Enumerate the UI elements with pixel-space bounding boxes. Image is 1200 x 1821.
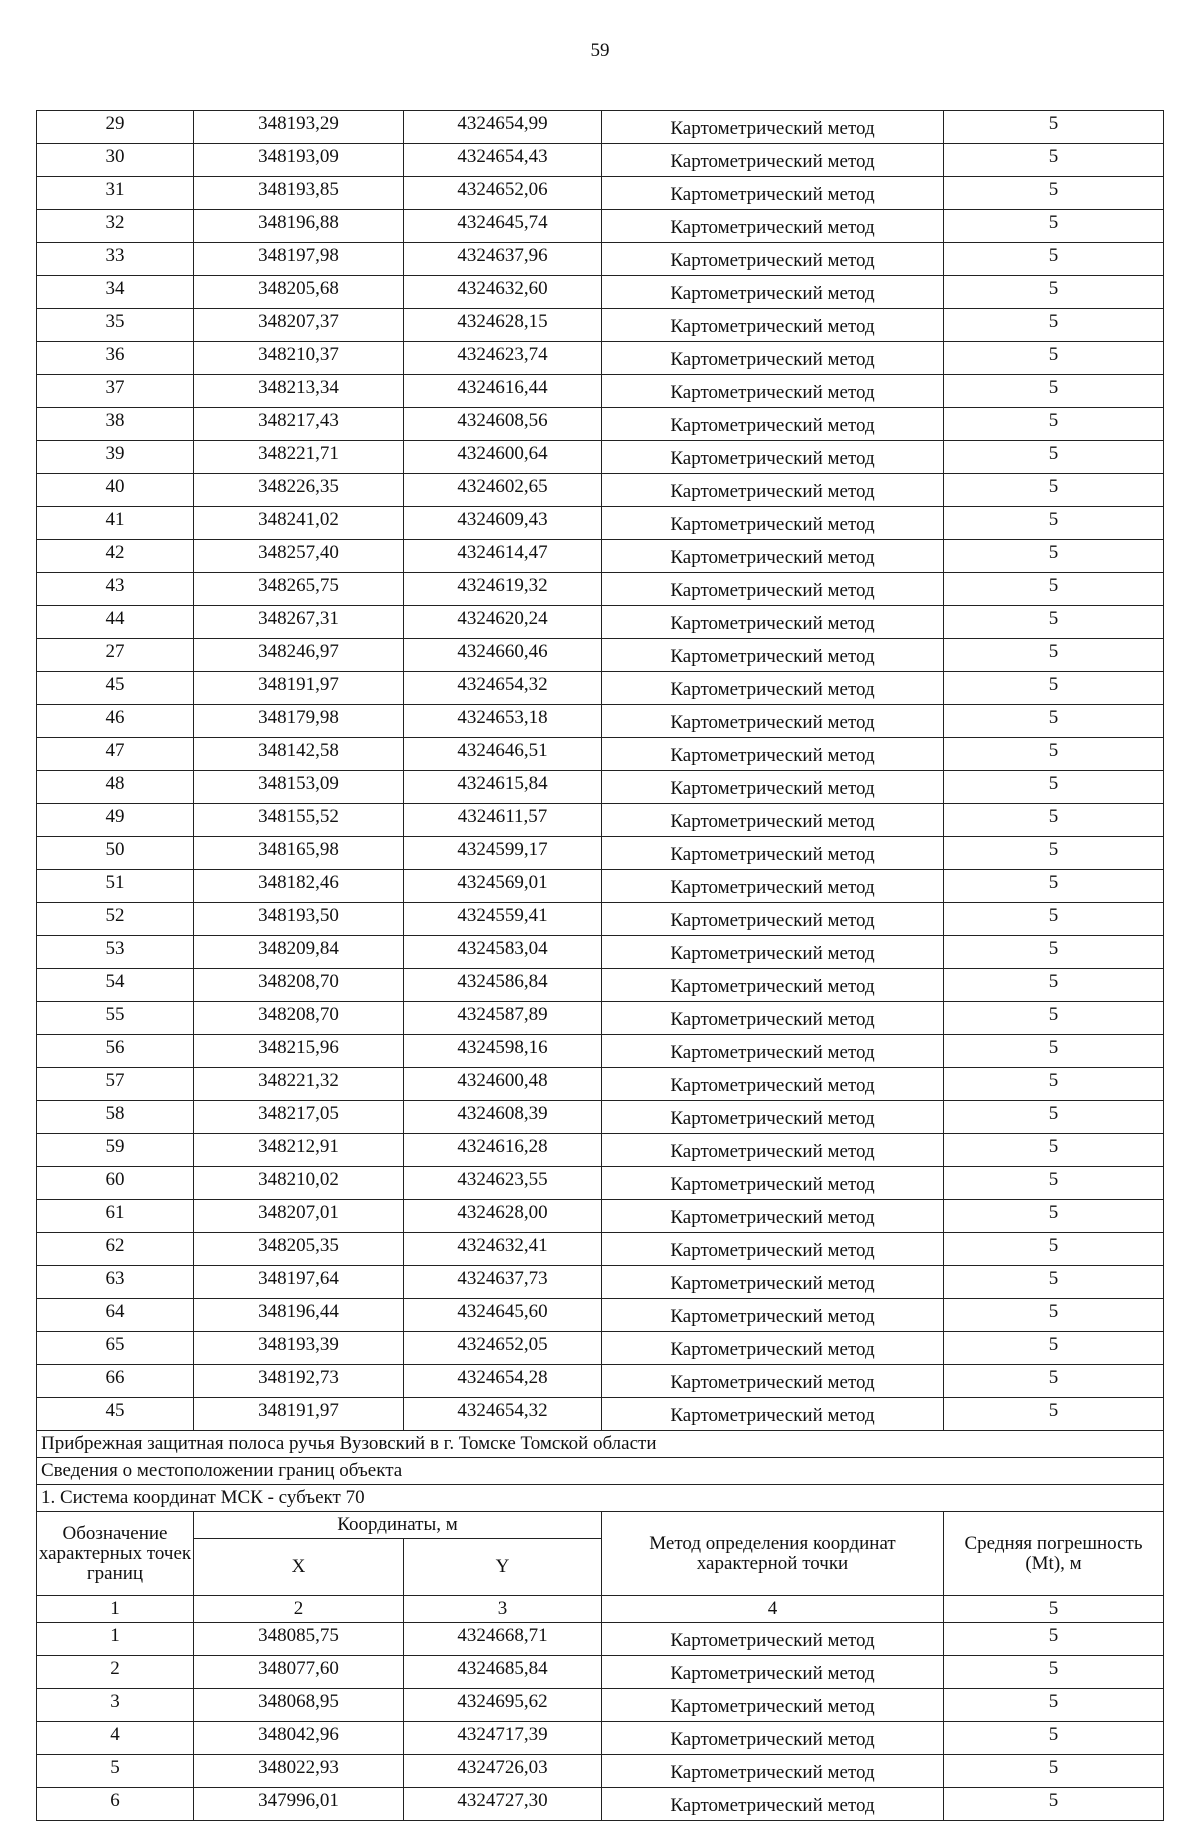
y-coordinate-cell: 4324654,32 bbox=[404, 672, 602, 705]
error-cell: 5 bbox=[944, 1101, 1164, 1134]
point-id-cell: 54 bbox=[37, 969, 194, 1002]
x-coordinate-cell: 348042,96 bbox=[194, 1722, 404, 1755]
y-coordinate-cell: 4324609,43 bbox=[404, 507, 602, 540]
section-subtitle: Сведения о местоположении границ объекта bbox=[37, 1458, 1164, 1485]
error-cell: 5 bbox=[944, 1233, 1164, 1266]
error-cell: 5 bbox=[944, 210, 1164, 243]
x-coordinate-cell: 348226,35 bbox=[194, 474, 404, 507]
error-cell: 5 bbox=[944, 804, 1164, 837]
error-cell: 5 bbox=[944, 1167, 1164, 1200]
table-row bbox=[37, 1101, 1164, 1134]
table-row bbox=[37, 870, 1164, 903]
x-coordinate-cell: 348155,52 bbox=[194, 804, 404, 837]
error-cell: 5 bbox=[944, 705, 1164, 738]
y-coordinate-cell: 4324623,55 bbox=[404, 1167, 602, 1200]
method-cell: Картометрический метод bbox=[602, 1134, 944, 1167]
x-coordinate-cell: 348068,95 bbox=[194, 1689, 404, 1722]
page-number: 59 bbox=[590, 40, 610, 61]
table-row bbox=[37, 969, 1164, 1002]
method-cell: Картометрический метод bbox=[602, 144, 944, 177]
point-id-cell: 41 bbox=[37, 507, 194, 540]
table-row bbox=[37, 1332, 1164, 1365]
error-cell: 5 bbox=[944, 474, 1164, 507]
x-coordinate-cell: 348196,44 bbox=[194, 1299, 404, 1332]
point-id-cell: 60 bbox=[37, 1167, 194, 1200]
y-coordinate-cell: 4324602,65 bbox=[404, 474, 602, 507]
method-cell: Картометрический метод bbox=[602, 342, 944, 375]
x-coordinate-cell: 348207,01 bbox=[194, 1200, 404, 1233]
method-cell: Картометрический метод bbox=[602, 243, 944, 276]
table-row bbox=[37, 408, 1164, 441]
x-coordinate-cell: 348221,32 bbox=[194, 1068, 404, 1101]
method-cell: Картометрический метод bbox=[602, 837, 944, 870]
x-coordinate-cell: 348193,50 bbox=[194, 903, 404, 936]
error-cell: 5 bbox=[944, 540, 1164, 573]
method-cell: Картометрический метод bbox=[602, 1398, 944, 1431]
x-coordinate-cell: 348077,60 bbox=[194, 1656, 404, 1689]
method-cell: Картометрический метод bbox=[602, 210, 944, 243]
table-row bbox=[37, 606, 1164, 639]
error-cell: 5 bbox=[944, 1134, 1164, 1167]
table-row bbox=[37, 243, 1164, 276]
point-id-cell: 55 bbox=[37, 1002, 194, 1035]
y-coordinate-cell: 4324628,15 bbox=[404, 309, 602, 342]
y-coordinate-cell: 4324586,84 bbox=[404, 969, 602, 1002]
point-id-cell: 47 bbox=[37, 738, 194, 771]
method-cell: Картометрический метод bbox=[602, 1689, 944, 1722]
y-coordinate-cell: 4324685,84 bbox=[404, 1656, 602, 1689]
table-row bbox=[37, 936, 1164, 969]
header-y: Y bbox=[404, 1539, 602, 1596]
x-coordinate-cell: 348208,70 bbox=[194, 969, 404, 1002]
point-id-cell: 65 bbox=[37, 1332, 194, 1365]
point-id-cell: 38 bbox=[37, 408, 194, 441]
method-cell: Картометрический метод bbox=[602, 1266, 944, 1299]
point-id-cell: 39 bbox=[37, 441, 194, 474]
error-cell: 5 bbox=[944, 1623, 1164, 1656]
y-coordinate-cell: 4324616,44 bbox=[404, 375, 602, 408]
y-coordinate-cell: 4324717,39 bbox=[404, 1722, 602, 1755]
x-coordinate-cell: 348212,91 bbox=[194, 1134, 404, 1167]
table-row bbox=[37, 342, 1164, 375]
point-id-cell: 43 bbox=[37, 573, 194, 606]
point-id-cell: 66 bbox=[37, 1365, 194, 1398]
y-coordinate-cell: 4324600,64 bbox=[404, 441, 602, 474]
y-coordinate-cell: 4324654,99 bbox=[404, 111, 602, 144]
error-cell: 5 bbox=[944, 1266, 1164, 1299]
y-coordinate-cell: 4324599,17 bbox=[404, 837, 602, 870]
y-coordinate-cell: 4324569,01 bbox=[404, 870, 602, 903]
table-row bbox=[37, 672, 1164, 705]
error-cell: 5 bbox=[944, 936, 1164, 969]
method-cell: Картометрический метод bbox=[602, 771, 944, 804]
x-coordinate-cell: 348191,97 bbox=[194, 672, 404, 705]
error-cell: 5 bbox=[944, 111, 1164, 144]
coordinate-system: 1. Система координат МСК - субъект 70 bbox=[37, 1485, 1164, 1512]
method-cell: Картометрический метод bbox=[602, 408, 944, 441]
error-cell: 5 bbox=[944, 441, 1164, 474]
method-cell: Картометрический метод bbox=[602, 639, 944, 672]
y-coordinate-cell: 4324660,46 bbox=[404, 639, 602, 672]
section-title: Прибрежная защитная полоса ручья Вузовский в г. Томске Томской области bbox=[37, 1431, 1164, 1458]
header-col-number: 2 bbox=[194, 1596, 404, 1623]
method-cell: Картометрический метод bbox=[602, 1722, 944, 1755]
method-cell: Картометрический метод bbox=[602, 1233, 944, 1266]
table-row bbox=[37, 771, 1164, 804]
table-row bbox=[37, 837, 1164, 870]
y-coordinate-cell: 4324559,41 bbox=[404, 903, 602, 936]
y-coordinate-cell: 4324611,57 bbox=[404, 804, 602, 837]
y-coordinate-cell: 4324653,18 bbox=[404, 705, 602, 738]
error-cell: 5 bbox=[944, 969, 1164, 1002]
y-coordinate-cell: 4324645,74 bbox=[404, 210, 602, 243]
method-cell: Картометрический метод bbox=[602, 1623, 944, 1656]
header-method: Метод определения координат характерной точки bbox=[602, 1512, 944, 1596]
method-cell: Картометрический метод bbox=[602, 1002, 944, 1035]
header-col-number: 1 bbox=[37, 1596, 194, 1623]
point-id-cell: 61 bbox=[37, 1200, 194, 1233]
header-point-designation: Обозначение характерных точек границ bbox=[37, 1512, 194, 1596]
table-row bbox=[37, 540, 1164, 573]
y-coordinate-cell: 4324623,74 bbox=[404, 342, 602, 375]
x-coordinate-cell: 347996,01 bbox=[194, 1788, 404, 1821]
method-cell: Картометрический метод bbox=[602, 705, 944, 738]
point-id-cell: 45 bbox=[37, 672, 194, 705]
x-coordinate-cell: 348197,64 bbox=[194, 1266, 404, 1299]
error-cell: 5 bbox=[944, 1755, 1164, 1788]
table-row bbox=[37, 1167, 1164, 1200]
error-cell: 5 bbox=[944, 507, 1164, 540]
section-header bbox=[37, 1431, 1164, 1623]
method-cell: Картометрический метод bbox=[602, 309, 944, 342]
x-coordinate-cell: 348221,71 bbox=[194, 441, 404, 474]
method-cell: Картометрический метод bbox=[602, 375, 944, 408]
table-row bbox=[37, 1266, 1164, 1299]
y-coordinate-cell: 4324695,62 bbox=[404, 1689, 602, 1722]
header-coordinates: Координаты, м bbox=[194, 1512, 602, 1539]
error-cell: 5 bbox=[944, 1689, 1164, 1722]
point-id-cell: 52 bbox=[37, 903, 194, 936]
table-row bbox=[37, 705, 1164, 738]
error-cell: 5 bbox=[944, 837, 1164, 870]
y-coordinate-cell: 4324614,47 bbox=[404, 540, 602, 573]
table2-body bbox=[37, 1623, 1164, 1821]
table-row bbox=[37, 177, 1164, 210]
error-cell: 5 bbox=[944, 1200, 1164, 1233]
error-cell: 5 bbox=[944, 243, 1164, 276]
table-row bbox=[37, 639, 1164, 672]
y-coordinate-cell: 4324632,60 bbox=[404, 276, 602, 309]
x-coordinate-cell: 348267,31 bbox=[194, 606, 404, 639]
error-cell: 5 bbox=[944, 1656, 1164, 1689]
point-id-cell: 57 bbox=[37, 1068, 194, 1101]
x-coordinate-cell: 348182,46 bbox=[194, 870, 404, 903]
point-id-cell: 53 bbox=[37, 936, 194, 969]
error-cell: 5 bbox=[944, 1398, 1164, 1431]
method-cell: Картометрический метод bbox=[602, 903, 944, 936]
method-cell: Картометрический метод bbox=[602, 441, 944, 474]
x-coordinate-cell: 348265,75 bbox=[194, 573, 404, 606]
point-id-cell: 46 bbox=[37, 705, 194, 738]
table-row bbox=[37, 1233, 1164, 1266]
method-cell: Картометрический метод bbox=[602, 1101, 944, 1134]
method-cell: Картометрический метод bbox=[602, 606, 944, 639]
x-coordinate-cell: 348215,96 bbox=[194, 1035, 404, 1068]
point-id-cell: 44 bbox=[37, 606, 194, 639]
x-coordinate-cell: 348205,68 bbox=[194, 276, 404, 309]
x-coordinate-cell: 348193,39 bbox=[194, 1332, 404, 1365]
y-coordinate-cell: 4324600,48 bbox=[404, 1068, 602, 1101]
error-cell: 5 bbox=[944, 903, 1164, 936]
error-cell: 5 bbox=[944, 606, 1164, 639]
method-cell: Картометрический метод bbox=[602, 672, 944, 705]
error-cell: 5 bbox=[944, 408, 1164, 441]
x-coordinate-cell: 348241,02 bbox=[194, 507, 404, 540]
x-coordinate-cell: 348209,84 bbox=[194, 936, 404, 969]
y-coordinate-cell: 4324608,56 bbox=[404, 408, 602, 441]
method-cell: Картометрический метод bbox=[602, 1365, 944, 1398]
error-cell: 5 bbox=[944, 144, 1164, 177]
method-cell: Картометрический метод bbox=[602, 1035, 944, 1068]
error-cell: 5 bbox=[944, 1002, 1164, 1035]
header-col-number: 5 bbox=[944, 1596, 1164, 1623]
point-id-cell: 32 bbox=[37, 210, 194, 243]
x-coordinate-cell: 348217,43 bbox=[194, 408, 404, 441]
error-cell: 5 bbox=[944, 1035, 1164, 1068]
point-id-cell: 49 bbox=[37, 804, 194, 837]
y-coordinate-cell: 4324654,28 bbox=[404, 1365, 602, 1398]
x-coordinate-cell: 348191,97 bbox=[194, 1398, 404, 1431]
point-id-cell: 5 bbox=[37, 1755, 194, 1788]
point-id-cell: 2 bbox=[37, 1656, 194, 1689]
x-coordinate-cell: 348257,40 bbox=[194, 540, 404, 573]
coordinates-table bbox=[36, 110, 1164, 1821]
x-coordinate-cell: 348196,88 bbox=[194, 210, 404, 243]
method-cell: Картометрический метод bbox=[602, 936, 944, 969]
table-row bbox=[37, 309, 1164, 342]
y-coordinate-cell: 4324652,06 bbox=[404, 177, 602, 210]
x-coordinate-cell: 348217,05 bbox=[194, 1101, 404, 1134]
error-cell: 5 bbox=[944, 870, 1164, 903]
method-cell: Картометрический метод bbox=[602, 573, 944, 606]
method-cell: Картометрический метод bbox=[602, 1332, 944, 1365]
point-id-cell: 36 bbox=[37, 342, 194, 375]
table-row bbox=[37, 1002, 1164, 1035]
method-cell: Картометрический метод bbox=[602, 969, 944, 1002]
method-cell: Картометрический метод bbox=[602, 804, 944, 837]
table-row bbox=[37, 375, 1164, 408]
x-coordinate-cell: 348193,85 bbox=[194, 177, 404, 210]
point-id-cell: 50 bbox=[37, 837, 194, 870]
x-coordinate-cell: 348246,97 bbox=[194, 639, 404, 672]
table-row bbox=[37, 1365, 1164, 1398]
point-id-cell: 42 bbox=[37, 540, 194, 573]
x-coordinate-cell: 348179,98 bbox=[194, 705, 404, 738]
y-coordinate-cell: 4324727,30 bbox=[404, 1788, 602, 1821]
x-coordinate-cell: 348165,98 bbox=[194, 837, 404, 870]
method-cell: Картометрический метод bbox=[602, 111, 944, 144]
table-row bbox=[37, 1722, 1164, 1755]
table-row bbox=[37, 1134, 1164, 1167]
point-id-cell: 35 bbox=[37, 309, 194, 342]
method-cell: Картометрический метод bbox=[602, 870, 944, 903]
x-coordinate-cell: 348022,93 bbox=[194, 1755, 404, 1788]
y-coordinate-cell: 4324620,24 bbox=[404, 606, 602, 639]
point-id-cell: 62 bbox=[37, 1233, 194, 1266]
point-id-cell: 1 bbox=[37, 1623, 194, 1656]
table-row bbox=[37, 1656, 1164, 1689]
y-coordinate-cell: 4324598,16 bbox=[404, 1035, 602, 1068]
method-cell: Картометрический метод bbox=[602, 1167, 944, 1200]
table-row bbox=[37, 738, 1164, 771]
error-cell: 5 bbox=[944, 177, 1164, 210]
point-id-cell: 48 bbox=[37, 771, 194, 804]
y-coordinate-cell: 4324652,05 bbox=[404, 1332, 602, 1365]
point-id-cell: 3 bbox=[37, 1689, 194, 1722]
point-id-cell: 63 bbox=[37, 1266, 194, 1299]
method-cell: Картометрический метод bbox=[602, 1200, 944, 1233]
point-id-cell: 56 bbox=[37, 1035, 194, 1068]
y-coordinate-cell: 4324654,43 bbox=[404, 144, 602, 177]
method-cell: Картометрический метод bbox=[602, 1656, 944, 1689]
error-cell: 5 bbox=[944, 738, 1164, 771]
point-id-cell: 40 bbox=[37, 474, 194, 507]
point-id-cell: 59 bbox=[37, 1134, 194, 1167]
y-coordinate-cell: 4324654,32 bbox=[404, 1398, 602, 1431]
table-row bbox=[37, 1788, 1164, 1821]
point-id-cell: 58 bbox=[37, 1101, 194, 1134]
table-row bbox=[37, 507, 1164, 540]
method-cell: Картометрический метод bbox=[602, 1755, 944, 1788]
y-coordinate-cell: 4324637,96 bbox=[404, 243, 602, 276]
point-id-cell: 51 bbox=[37, 870, 194, 903]
y-coordinate-cell: 4324646,51 bbox=[404, 738, 602, 771]
x-coordinate-cell: 348193,29 bbox=[194, 111, 404, 144]
header-x: X bbox=[194, 1539, 404, 1596]
y-coordinate-cell: 4324583,04 bbox=[404, 936, 602, 969]
table-row bbox=[37, 441, 1164, 474]
y-coordinate-cell: 4324726,03 bbox=[404, 1755, 602, 1788]
error-cell: 5 bbox=[944, 1068, 1164, 1101]
method-cell: Картометрический метод bbox=[602, 1299, 944, 1332]
point-id-cell: 31 bbox=[37, 177, 194, 210]
point-id-cell: 33 bbox=[37, 243, 194, 276]
method-cell: Картометрический метод bbox=[602, 507, 944, 540]
point-id-cell: 64 bbox=[37, 1299, 194, 1332]
point-id-cell: 4 bbox=[37, 1722, 194, 1755]
table-row bbox=[37, 111, 1164, 144]
error-cell: 5 bbox=[944, 672, 1164, 705]
table-row bbox=[37, 276, 1164, 309]
x-coordinate-cell: 348208,70 bbox=[194, 1002, 404, 1035]
error-cell: 5 bbox=[944, 375, 1164, 408]
table-row bbox=[37, 144, 1164, 177]
error-cell: 5 bbox=[944, 1365, 1164, 1398]
table-row bbox=[37, 1398, 1164, 1431]
y-coordinate-cell: 4324587,89 bbox=[404, 1002, 602, 1035]
y-coordinate-cell: 4324645,60 bbox=[404, 1299, 602, 1332]
table-row bbox=[37, 1299, 1164, 1332]
point-id-cell: 6 bbox=[37, 1788, 194, 1821]
y-coordinate-cell: 4324628,00 bbox=[404, 1200, 602, 1233]
header-col-number: 4 bbox=[602, 1596, 944, 1623]
method-cell: Картометрический метод bbox=[602, 276, 944, 309]
error-cell: 5 bbox=[944, 639, 1164, 672]
table-row bbox=[37, 804, 1164, 837]
table-row bbox=[37, 573, 1164, 606]
table-row bbox=[37, 1689, 1164, 1722]
point-id-cell: 27 bbox=[37, 639, 194, 672]
method-cell: Картометрический метод bbox=[602, 1068, 944, 1101]
y-coordinate-cell: 4324615,84 bbox=[404, 771, 602, 804]
table-row bbox=[37, 1035, 1164, 1068]
error-cell: 5 bbox=[944, 1332, 1164, 1365]
table-row bbox=[37, 903, 1164, 936]
y-coordinate-cell: 4324619,32 bbox=[404, 573, 602, 606]
x-coordinate-cell: 348213,34 bbox=[194, 375, 404, 408]
method-cell: Картометрический метод bbox=[602, 1788, 944, 1821]
error-cell: 5 bbox=[944, 1722, 1164, 1755]
error-cell: 5 bbox=[944, 573, 1164, 606]
error-cell: 5 bbox=[944, 342, 1164, 375]
point-id-cell: 34 bbox=[37, 276, 194, 309]
x-coordinate-cell: 348205,35 bbox=[194, 1233, 404, 1266]
table-row bbox=[37, 1200, 1164, 1233]
error-cell: 5 bbox=[944, 1299, 1164, 1332]
table-row bbox=[37, 1623, 1164, 1656]
method-cell: Картометрический метод bbox=[602, 177, 944, 210]
error-cell: 5 bbox=[944, 276, 1164, 309]
y-coordinate-cell: 4324616,28 bbox=[404, 1134, 602, 1167]
error-cell: 5 bbox=[944, 309, 1164, 342]
x-coordinate-cell: 348207,37 bbox=[194, 309, 404, 342]
point-id-cell: 29 bbox=[37, 111, 194, 144]
x-coordinate-cell: 348192,73 bbox=[194, 1365, 404, 1398]
x-coordinate-cell: 348153,09 bbox=[194, 771, 404, 804]
table-row bbox=[37, 210, 1164, 243]
y-coordinate-cell: 4324632,41 bbox=[404, 1233, 602, 1266]
header-col-number: 3 bbox=[404, 1596, 602, 1623]
y-coordinate-cell: 4324608,39 bbox=[404, 1101, 602, 1134]
method-cell: Картометрический метод bbox=[602, 540, 944, 573]
method-cell: Картометрический метод bbox=[602, 474, 944, 507]
table-row bbox=[37, 1755, 1164, 1788]
x-coordinate-cell: 348210,37 bbox=[194, 342, 404, 375]
x-coordinate-cell: 348193,09 bbox=[194, 144, 404, 177]
y-coordinate-cell: 4324668,71 bbox=[404, 1623, 602, 1656]
point-id-cell: 45 bbox=[37, 1398, 194, 1431]
point-id-cell: 30 bbox=[37, 144, 194, 177]
method-cell: Картометрический метод bbox=[602, 738, 944, 771]
x-coordinate-cell: 348197,98 bbox=[194, 243, 404, 276]
x-coordinate-cell: 348210,02 bbox=[194, 1167, 404, 1200]
header-error: Средняя погрешность (Mt), м bbox=[944, 1512, 1164, 1596]
table-row bbox=[37, 1068, 1164, 1101]
error-cell: 5 bbox=[944, 1788, 1164, 1821]
error-cell: 5 bbox=[944, 771, 1164, 804]
table-row bbox=[37, 474, 1164, 507]
x-coordinate-cell: 348142,58 bbox=[194, 738, 404, 771]
table1-body bbox=[37, 111, 1164, 1431]
point-id-cell: 37 bbox=[37, 375, 194, 408]
x-coordinate-cell: 348085,75 bbox=[194, 1623, 404, 1656]
y-coordinate-cell: 4324637,73 bbox=[404, 1266, 602, 1299]
